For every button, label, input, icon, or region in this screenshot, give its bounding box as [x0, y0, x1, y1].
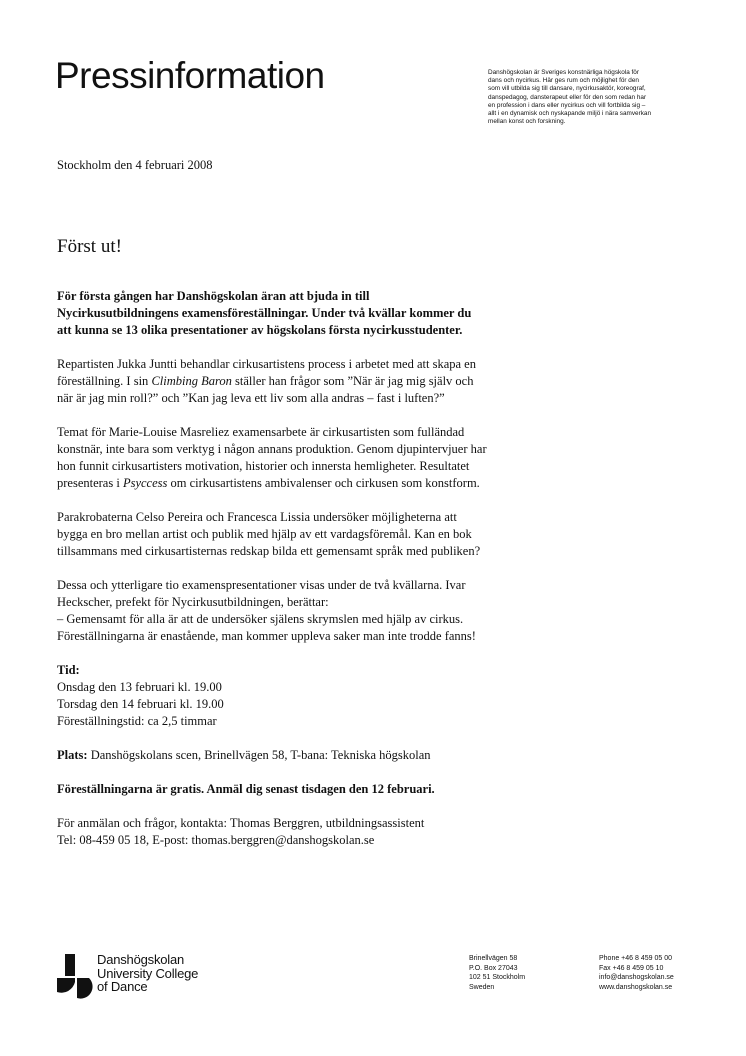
paragraph-heckscher: [57, 577, 597, 645]
logo-wordmark: [97, 953, 198, 994]
lead-line: att kunna se 13 olika presentationer av högskolans första nycirkusstudenter.: [57, 323, 463, 337]
paragraph-masreliez: [57, 424, 597, 492]
paragraph-line: bygga en bro mellan artist och publik med hjälp av ett vardagsföremål. Kan en bok: [57, 527, 472, 541]
about-line: danspedagog, dansterapeut eller för den som redan har: [488, 93, 647, 101]
paragraph-juntti: [57, 356, 597, 407]
phone-line: Phone +46 8 459 05 00: [599, 955, 672, 962]
lead-line: Nycirkusutbildningens examensföreställningar. Under två kvällar kommer du: [57, 306, 472, 320]
logo-line: of Dance: [97, 979, 148, 994]
time-label: Tid:: [57, 663, 80, 677]
address-line: Brinellvägen 58: [469, 955, 518, 962]
paragraph-line: konstnär, inte bara som verktyg i någon annans produktion. Genom djupintervjuer har: [57, 442, 487, 456]
contact-line: För anmälan och frågor, kontakta: Thomas Berggren, utbildningsassistent: [57, 816, 425, 830]
paragraph-line: – Gemensamt för alla är att de undersöker själens skrymslen med hjälp av cirkus.: [57, 612, 464, 626]
contact-line: Tel: 08-459 05 18, E-post: thomas.berggren@danshogskolan.se: [57, 833, 375, 847]
website-link[interactable]: www.danshogskolan.se: [599, 983, 673, 991]
paragraph-parakrobater: [57, 509, 597, 560]
place-section: [57, 747, 597, 764]
logo-line: Danshögskolan: [97, 952, 185, 967]
place-label: Plats:: [57, 748, 88, 762]
about-line: Danshögskolan är Sveriges konstnärliga högskola för: [488, 69, 639, 76]
time-line: Föreställningstid: ca 2,5 timmar: [57, 714, 217, 728]
paragraph-line: [57, 475, 597, 492]
about-line: en profession i dans eller nycirkus och vill fortbilda sig –: [488, 101, 646, 109]
about-blurb: [488, 69, 703, 126]
paragraph-line: tillsammans med cirkusartisternas redskap bilda ett gemensamt språk med publiken?: [57, 544, 481, 558]
paragraph-line: Temat för Marie-Louise Masreliez examensarbete är cirkusartisten som fulländad: [57, 425, 465, 439]
paragraph-line: Dessa och ytterligare tio examenspresentationer visas under de två kvällarna. Ivar: [57, 578, 466, 592]
dateline: Stockholm den 4 februari 2008: [57, 158, 213, 172]
contact-section: [57, 815, 597, 849]
paragraph-line: när är jag min roll?” och ”Kan jag leva ett liv som alla andras – fast i luften?”: [57, 391, 445, 405]
time-line: Torsdag den 14 februari kl. 19.00: [57, 697, 224, 711]
time-line: Onsdag den 13 februari kl. 19.00: [57, 680, 222, 694]
lead-paragraph: [57, 288, 597, 339]
address-line: 102 51 Stockholm: [469, 974, 526, 982]
place-text: Danshögskolans scen, Brinellvägen 58, T-bana: Tekniska högskolan: [87, 748, 431, 762]
time-section: [57, 662, 597, 730]
free-notice: [57, 781, 597, 798]
address-line: Sweden: [469, 983, 495, 991]
footer-contact: [599, 954, 674, 992]
text: presenteras i: [57, 476, 123, 490]
paragraph-line: Föreställningarna är enastående, man kommer uppleva saker man inte trodde fanns!: [57, 629, 476, 643]
page-title: Pressinformation: [55, 55, 325, 96]
paragraph-line: [57, 373, 597, 390]
about-line: som vill utbilda sig till dansare, nycirkusaktör, koreograf,: [488, 85, 646, 93]
headline: Först ut!: [57, 236, 122, 257]
lead-line: För första gången har Danshögskolan äran att bjuda in till: [57, 289, 370, 303]
about-line: dans och nycirkus. Här ges rum och möjlighet för den: [488, 77, 639, 85]
free-notice-text: Föreställningarna är gratis. Anmäl dig senast tisdagen den 12 februari.: [57, 782, 435, 796]
text: om cirkusartistens ambivalenser och cirkusen som konstform.: [167, 476, 480, 490]
about-line: allt i en dynamisk och nyskapande miljö i nära samverkan: [488, 110, 652, 118]
footer-address: [469, 954, 525, 992]
paragraph-line: hon funnit cirkusartisters motivation, historier och innersta hemligheter. Resultatet: [57, 459, 470, 473]
logo-line: University College: [97, 965, 199, 981]
fax-line: Fax +46 8 459 05 10: [599, 964, 664, 972]
paragraph-line: Repartisten Jukka Juntti behandlar cirkusartistens process i arbetet med att skapa en: [57, 357, 476, 371]
paragraph-line: Parakrobaterna Celso Pereira och Francesca Lissia undersöker möjligheterna att: [57, 510, 457, 524]
paragraph-line: Heckscher, prefekt för Nycirkusutbildningen, berättar:: [57, 595, 329, 609]
text: ställer han frågor som ”När är jag mig själv och: [231, 374, 474, 388]
email-link[interactable]: info@danshogskolan.se: [599, 974, 674, 982]
text: föreställning. I sin: [57, 374, 152, 388]
work-title: Climbing Baron: [151, 374, 232, 388]
article-body: [57, 288, 597, 866]
work-title: Psyccess: [122, 476, 168, 490]
about-line: mellan konst och forskning.: [488, 118, 566, 126]
address-line: P.O. Box 27043: [469, 964, 518, 972]
